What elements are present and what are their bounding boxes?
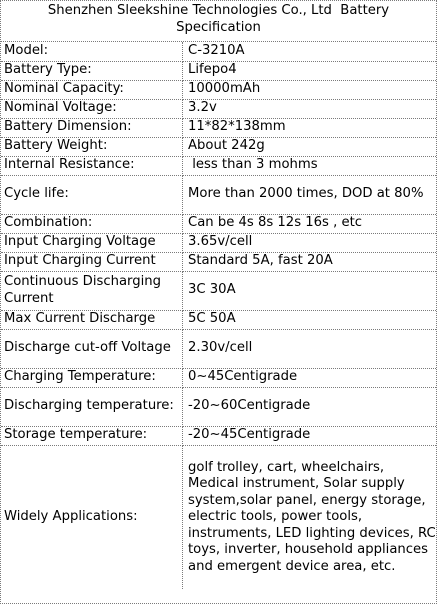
spec-row-input-charging-voltage (1, 233, 436, 252)
combination-value: Can be 4s 8s 12s 16s , etc (183, 214, 437, 233)
max-current-discharge-value: 5C 50A (183, 310, 437, 329)
spec-row-battery-dimension (1, 118, 436, 137)
spec-row-widely-applications (1, 445, 436, 589)
nominal-voltage-value: 3.2v (183, 99, 437, 118)
cycle-life-value: More than 2000 times, DOD at 80% (183, 175, 437, 214)
spec-row-storage-temperature (1, 426, 436, 445)
spec-row-combination (1, 214, 436, 233)
battery-type-value: Lifepo4 (183, 61, 437, 80)
title-line-2: Specification (176, 19, 261, 35)
storage-temperature-value: -20~45Centigrade (183, 426, 437, 445)
spec-row-max-current-discharge (1, 310, 436, 329)
spec-table (1, 42, 436, 589)
spec-row-charging-temperature (1, 368, 436, 387)
spec-row-input-charging-current (1, 252, 436, 271)
battery-weight-value: About 242g (183, 137, 437, 156)
internal-resistance-label: Internal Resistance: (1, 156, 183, 175)
spec-row-discharging-temperature (1, 387, 436, 426)
spec-row-internal-resistance (1, 156, 436, 175)
title-line-1: Shenzhen Sleekshine Technologies Co., Ltd Battery (47, 3, 390, 18)
cycle-life-label: Cycle life: (1, 175, 183, 214)
nominal-capacity-label: Nominal Capacity: (1, 80, 183, 99)
model-label: Model: (1, 42, 183, 61)
max-current-discharge-label: Max Current Discharge (1, 310, 183, 329)
internal-resistance-value: less than 3 mohms (183, 156, 437, 175)
spec-row-battery-weight (1, 137, 436, 156)
spec-row-discharge-cutoff-voltage (1, 329, 436, 368)
spec-row-cycle-life (1, 175, 436, 214)
battery-type-label: Battery Type: (1, 61, 183, 80)
spec-row-battery-type (1, 61, 436, 80)
spec-row-nominal-capacity (1, 80, 436, 99)
input-charging-voltage-label: Input Charging Voltage (1, 233, 183, 252)
charging-temperature-value: 0~45Centigrade (183, 368, 437, 387)
spec-row-continuous-discharging-current (1, 271, 436, 310)
discharging-temperature-value: -20~60Centigrade (183, 387, 437, 426)
continuous-discharging-current-label: Continuous Discharging Current (1, 271, 183, 310)
model-value: C-3210A (183, 42, 437, 61)
combination-label: Combination: (1, 214, 183, 233)
battery-dimension-label: Battery Dimension: (1, 118, 183, 137)
spec-row-model (1, 42, 436, 61)
input-charging-voltage-value: 3.65v/cell (183, 233, 437, 252)
document-title (1, 1, 436, 42)
continuous-discharging-current-value: 3C 30A (183, 271, 437, 310)
input-charging-current-label: Input Charging Current (1, 252, 183, 271)
battery-dimension-value: 11*82*138mm (183, 118, 437, 137)
discharging-temperature-label: Discharging temperature: (1, 387, 183, 426)
storage-temperature-label: Storage temperature: (1, 426, 183, 445)
charging-temperature-label: Charging Temperature: (1, 368, 183, 387)
nominal-voltage-label: Nominal Voltage: (1, 99, 183, 118)
discharge-cutoff-voltage-label: Discharge cut-off Voltage (1, 329, 183, 368)
battery-weight-label: Battery Weight: (1, 137, 183, 156)
widely-applications-label: Widely Applications: (1, 445, 183, 589)
widely-applications-value: golf trolley, cart, wheelchairs, Medical instrument, Solar supply system,solar panel, energy storage, electric tools, power tools, instruments, LED lighting devices, RC toys, inverter, household appliances and emergent device area, etc. (188, 459, 436, 574)
nominal-capacity-value: 10000mAh (183, 80, 437, 99)
spec-row-nominal-voltage (1, 99, 436, 118)
input-charging-current-value: Standard 5A, fast 20A (183, 252, 437, 271)
discharge-cutoff-voltage-value: 2.30v/cell (183, 329, 437, 368)
